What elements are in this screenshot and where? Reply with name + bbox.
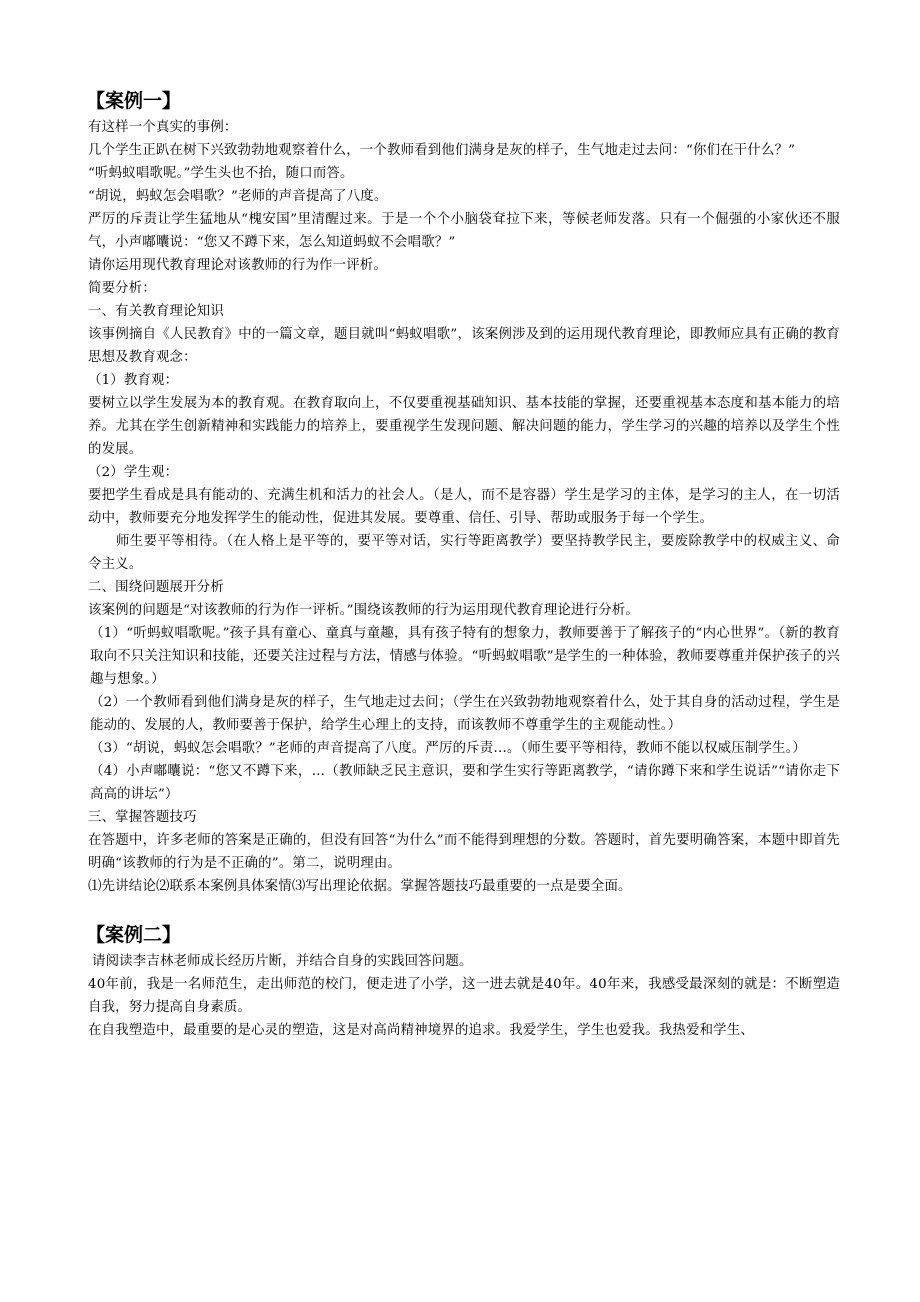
case1-paragraph: 要树立以学生发展为本的教育观。在教育取向上，不仅要重视基础知识、基本技能的掌握，还要重视基本态度和基本能力的培养。尤其在学生创新精神和实践能力的培养上，要重视学生发现问题、解决问题的能力，学生学习的兴趣的培养以及学生个性的发展。: [88, 396, 840, 457]
case1-paragraph: 有这样一个真实的事例：: [88, 120, 238, 135]
case1-paragraph: 简要分析：: [88, 281, 156, 296]
case2-paragraph: 请阅读李吉林老师成长经历片断，并结合自身的实践回答问题。: [92, 954, 473, 969]
analysis-point: （1）“听蚂蚁唱歌呢。”孩子具有童心、童真与童趣，具有孩子特有的想象力，教师要善于了解孩子的“内心世界”。（新的教育取向不只关注知识和技能，还要关注过程与方法，情感与体验。“听蚂蚁唱歌”是学生的一种体验，教师要尊重并保护孩子的兴趣与想象。）: [90, 626, 840, 687]
case1-paragraph: 在答题中，许多老师的答案是正确的，但没有回答“为什么”而不能得到理想的分数。答题时，首先要明确答案，本题中即首先明确“该教师的行为是不正确的”。第二，说明理由。: [88, 833, 840, 871]
case1-paragraph: ⑴先讲结论⑵联系本案例具体案情⑶写出理论依据。掌握答题技巧最重要的一点是要全面。: [88, 879, 632, 894]
document-page: [88, 86, 840, 1042]
case2-paragraph: 40年前，我是一名师范生，走出师范的校门，便走进了小学，这一进去就是40年。40年来，我感受最深刻的就是：不断塑造自我，努力提高自身素质。: [88, 977, 840, 1015]
analysis-point: （4）小声嘟囔说：“您又不蹲下来，…（教师缺乏民主意识，要和学生实行等距离教学，“请你蹲下来和学生说话”“请你走下高高的讲坛”）: [90, 764, 840, 802]
case1-paragraph: “胡说，蚂蚁怎会唱歌？”老师的声音提高了八度。: [88, 189, 388, 204]
subsection-title: （1）教育观：: [88, 373, 179, 388]
case1-paragraph: “听蚂蚁唱歌呢。”学生头也不抬，随口而答。: [88, 166, 354, 181]
case1-paragraph: 严厉的斥责让学生猛地从“槐安国”里清醒过来。于是一个个小脑袋耷拉下来，等候老师发落。只有一个倔强的小家伙还不服气，小声嘟囔说：“您又不蹲下来，怎么知道蚂蚁不会唱歌？”: [88, 212, 840, 250]
case1-paragraph: 师生要平等相待。（在人格上是平等的，要平等对话，实行等距离教学）要坚持教学民主，要废除教学中的权威主义、命令主义。: [88, 534, 840, 572]
case1-paragraph: 该事例摘自《人民教育》中的一篇文章，题目就叫“蚂蚁唱歌”，该案例涉及到的运用现代教育理论，即教师应具有正确的教育思想及教育观念：: [88, 327, 840, 365]
section-title: 一、有关教育理论知识: [88, 304, 224, 319]
case1-paragraph: 该案例的问题是“对该教师的行为作一评析。”围绕该教师的行为运用现代教育理论进行分析。: [88, 603, 640, 618]
case1-heading: 【案例一】: [86, 90, 182, 112]
case2-paragraph: 在自我塑造中，最重要的是心灵的塑造，这是对高尚精神境界的追求。我爱学生，学生也爱我。我热爱和学生、: [88, 1023, 754, 1038]
case1-paragraph: 几个学生正趴在树下兴致勃勃地观察着什么，一个教师看到他们满身是灰的样子，生气地走过去问：“你们在干什么？”: [88, 143, 796, 158]
analysis-point: （2）一个教师看到他们满身是灰的样子，生气地走过去问；（学生在兴致勃勃地观察着什么，处于其自身的活动过程，学生是能动的、发展的人，教师要善于保护，给学生心理上的支持，而该教师不尊重学生的主观能动性。）: [90, 695, 840, 733]
case1-paragraph: 请你运用现代教育理论对该教师的行为作一评析。: [88, 258, 387, 273]
subsection-title: （2）学生观：: [88, 465, 179, 480]
analysis-point: （3）“胡说，蚂蚁怎会唱歌？”老师的声音提高了八度。严厉的斥责…。（师生要平等相待，教师不能以权威压制学生。）: [90, 741, 807, 756]
section-title: 三、掌握答题技巧: [88, 810, 197, 825]
case2-heading: 【案例二】: [86, 924, 182, 946]
case1-paragraph: 要把学生看成是具有能动的、充满生机和活力的社会人。（是人，而不是容器）学生是学习的主体，是学习的主人，在一切活动中，教师要充分地发挥学生的能动性，促进其发展。要尊重、信任、引导、帮助或服务于每一个学生。: [88, 488, 840, 526]
section-title: 二、围绕问题展开分析: [88, 580, 224, 595]
